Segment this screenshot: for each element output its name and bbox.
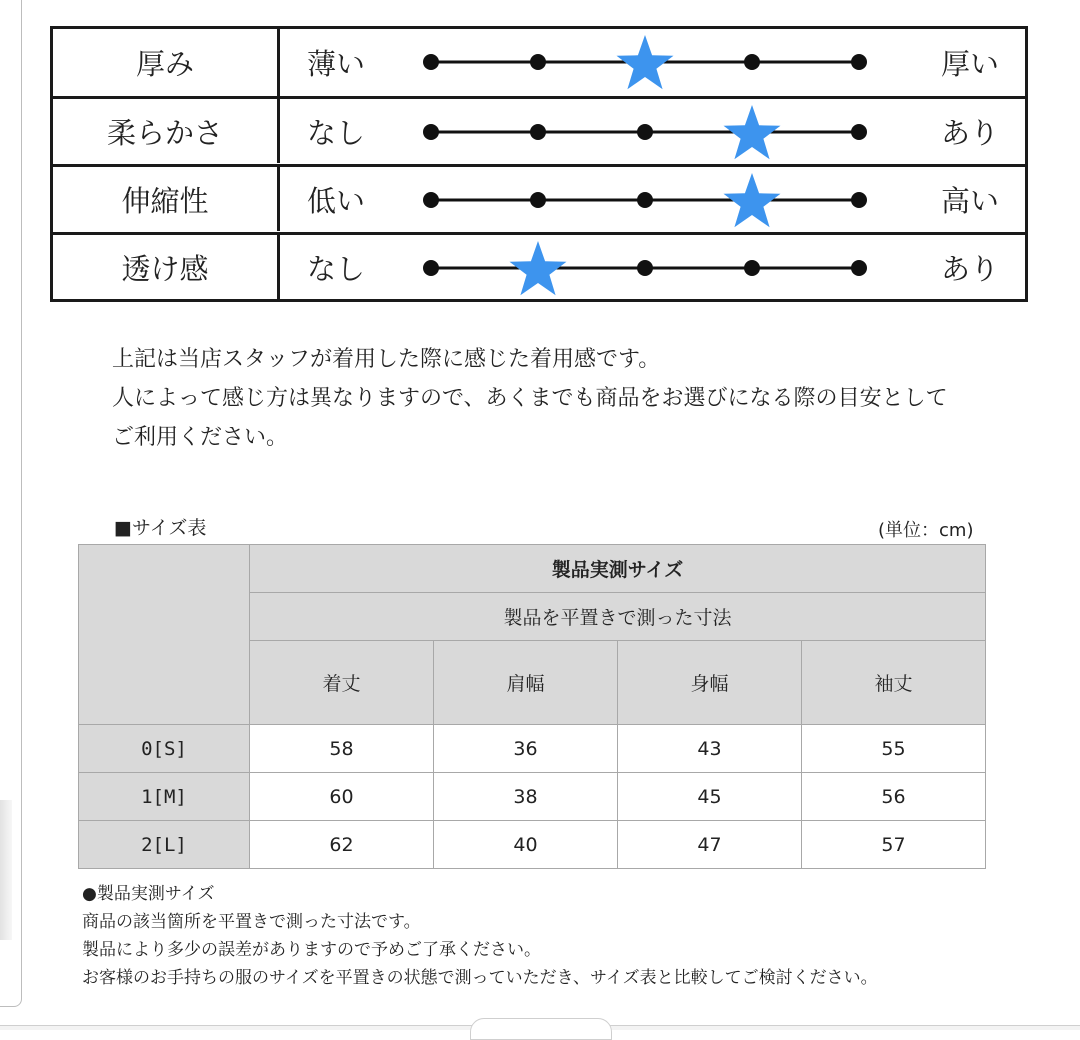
feel-scale [413, 235, 893, 302]
footnote-line: お客様のお手持ちの服のサイズを平置きの状態で測っていただき、サイズ表と比較してご検討ください。 [82, 968, 878, 988]
scale-dot [423, 54, 439, 70]
feel-label: 透け感 [53, 235, 280, 299]
scale-dot [530, 192, 546, 208]
scale-dot [851, 260, 867, 276]
bottom-handle-tab[interactable] [470, 1018, 612, 1040]
scale-dot [530, 124, 546, 140]
scale-dot [851, 54, 867, 70]
column-header: 袖丈 [802, 641, 986, 725]
fit-note-line: ご利用ください。 [112, 425, 289, 450]
scale-dot [637, 124, 653, 140]
scale-dot [851, 192, 867, 208]
size-table [78, 544, 986, 869]
scale-dot [530, 54, 546, 70]
column-header: 身幅 [618, 641, 802, 725]
feel-high-label: あり [940, 251, 999, 286]
feel-row-softness [53, 96, 1025, 163]
fit-note-line: 人によって感じ方は異なりますので、あくまでも商品をお選びになる際の目安として [112, 386, 948, 411]
star-marker-icon [510, 241, 567, 295]
size-label: 1[M] [79, 773, 250, 821]
table-cell: 57 [802, 821, 986, 869]
fit-note-line: 上記は当店スタッフが着用した際に感じた着用感です。 [112, 347, 661, 372]
star-marker-icon [724, 105, 781, 159]
footnote-line: ●製品実測サイズ [82, 884, 215, 904]
column-header: 肩幅 [434, 641, 618, 725]
feel-label: 伸縮性 [53, 167, 280, 231]
size-footnote [82, 880, 878, 992]
size-table-corner [79, 545, 250, 725]
feel-row-thickness [53, 29, 1025, 96]
feel-label: 厚み [53, 29, 280, 96]
scale-dot [423, 260, 439, 276]
table-cell: 38 [434, 773, 618, 821]
table-cell: 47 [618, 821, 802, 869]
table-row [79, 725, 986, 773]
size-table-unit: (単位：cm) [878, 520, 974, 541]
feel-scale [413, 29, 893, 96]
feel-scale [413, 167, 893, 234]
star-marker-icon [617, 35, 674, 89]
size-table-main-header: 製品実測サイズ [250, 545, 986, 593]
feel-row-sheerness [53, 232, 1025, 299]
feel-low-label: なし [307, 115, 366, 150]
table-cell: 43 [618, 725, 802, 773]
feel-low-label: 薄い [307, 47, 366, 81]
scale-dot [744, 260, 760, 276]
feel-low-label: なし [307, 251, 366, 286]
feel-row-stretch [53, 164, 1025, 231]
scale-dot [744, 54, 760, 70]
feel-high-label: 高い [940, 183, 999, 218]
feel-label: 柔らかさ [53, 99, 280, 163]
feel-scale [413, 99, 893, 166]
footnote-line: 商品の該当箇所を平置きで測った寸法です。 [82, 912, 421, 932]
table-cell: 62 [250, 821, 434, 869]
size-label: 0[S] [79, 725, 250, 773]
scale-dot [637, 260, 653, 276]
table-row [79, 773, 986, 821]
table-cell: 58 [250, 725, 434, 773]
size-label: 2[L] [79, 821, 250, 869]
scale-dot [423, 192, 439, 208]
table-cell: 60 [250, 773, 434, 821]
scale-dot [423, 124, 439, 140]
table-row [79, 821, 986, 869]
scale-dot [851, 124, 867, 140]
left-panel-shadow [0, 800, 12, 940]
table-cell: 36 [434, 725, 618, 773]
fit-note [112, 340, 948, 457]
table-cell: 40 [434, 821, 618, 869]
feel-low-label: 低い [307, 183, 366, 218]
size-table-title: ■サイズ表 [114, 517, 207, 539]
column-header: 着丈 [250, 641, 434, 725]
table-cell: 56 [802, 773, 986, 821]
table-cell: 45 [618, 773, 802, 821]
scale-dot [637, 192, 653, 208]
feel-high-label: 厚い [940, 47, 999, 81]
table-cell: 55 [802, 725, 986, 773]
feel-high-label: あり [940, 115, 999, 150]
size-table-sub-header: 製品を平置きで測った寸法 [250, 593, 986, 641]
footnote-line: 製品により多少の誤差がありますので予めご了承ください。 [82, 940, 541, 960]
star-marker-icon [724, 173, 781, 227]
fabric-feel-table [50, 26, 1028, 302]
